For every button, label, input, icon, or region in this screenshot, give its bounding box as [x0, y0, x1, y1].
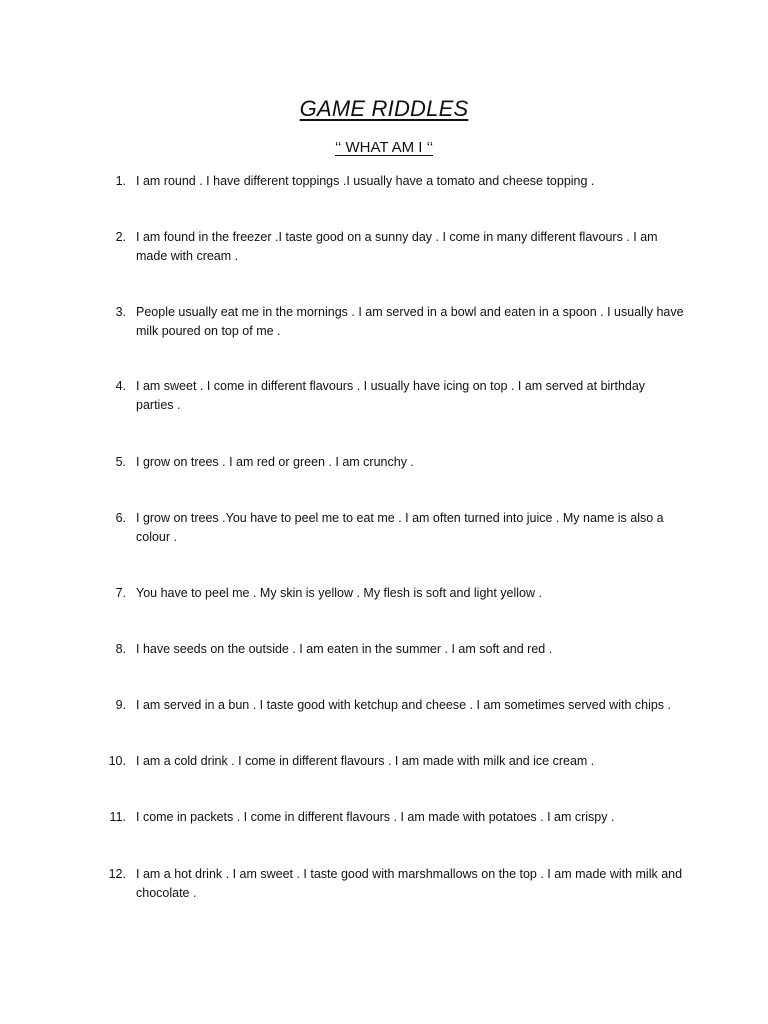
riddle-text: I am served in a bun . I taste good with ketchup and cheese . I am sometimes served with chips .	[136, 698, 671, 712]
riddle-number: 12.	[108, 867, 126, 881]
riddle-text: I grow on trees . I am red or green . I am crunchy .	[136, 455, 414, 469]
riddle-text: I grow on trees .You have to peel me to eat me . I am often turned into juice . My name is also a colour .	[136, 511, 664, 544]
riddle-number: 9.	[115, 698, 126, 712]
riddle-text: I am a cold drink . I come in different flavours . I am made with milk and ice cream .	[136, 754, 595, 768]
riddle-text: People usually eat me in the mornings . I am served in a bowl and eaten in a spoon . I usually have milk poured on top of me .	[136, 305, 684, 338]
riddle-number: 10.	[108, 754, 126, 768]
riddle-number: 4.	[115, 379, 126, 393]
riddle-number: 2.	[115, 230, 126, 244]
riddle-text: I have seeds on the outside . I am eaten in the summer . I am soft and red .	[136, 642, 553, 656]
riddle-number: 11.	[109, 810, 126, 824]
riddle-number: 8.	[115, 642, 126, 656]
riddle-number: 1.	[115, 174, 126, 188]
riddle-number: 5.	[115, 455, 126, 469]
riddle-text: I come in packets . I come in different flavours . I am made with potatoes . I am crispy .	[136, 810, 615, 824]
riddle-text: I am a hot drink . I am sweet . I taste good with marshmallows on the top . I am made with milk and chocolate .	[136, 867, 683, 900]
riddle-text: I am round . I have different toppings .I usually have a tomato and cheese topping .	[136, 174, 595, 188]
riddle-number: 7.	[115, 586, 126, 600]
riddle-number: 6.	[115, 511, 126, 525]
riddle-text: I am sweet . I come in different flavours . I usually have icing on top . I am served at birthday parties .	[136, 379, 646, 412]
document-subtitle: ‘‘ WHAT AM I ‘‘	[334, 139, 434, 156]
document-title: GAME RIDDLES	[299, 96, 469, 121]
riddle-text: I am found in the freezer .I taste good on a sunny day . I come in many different flavours . I am made with cream .	[136, 230, 658, 263]
riddle-text: You have to peel me . My skin is yellow . My flesh is soft and light yellow .	[136, 586, 542, 600]
riddle-number: 3.	[115, 305, 126, 319]
